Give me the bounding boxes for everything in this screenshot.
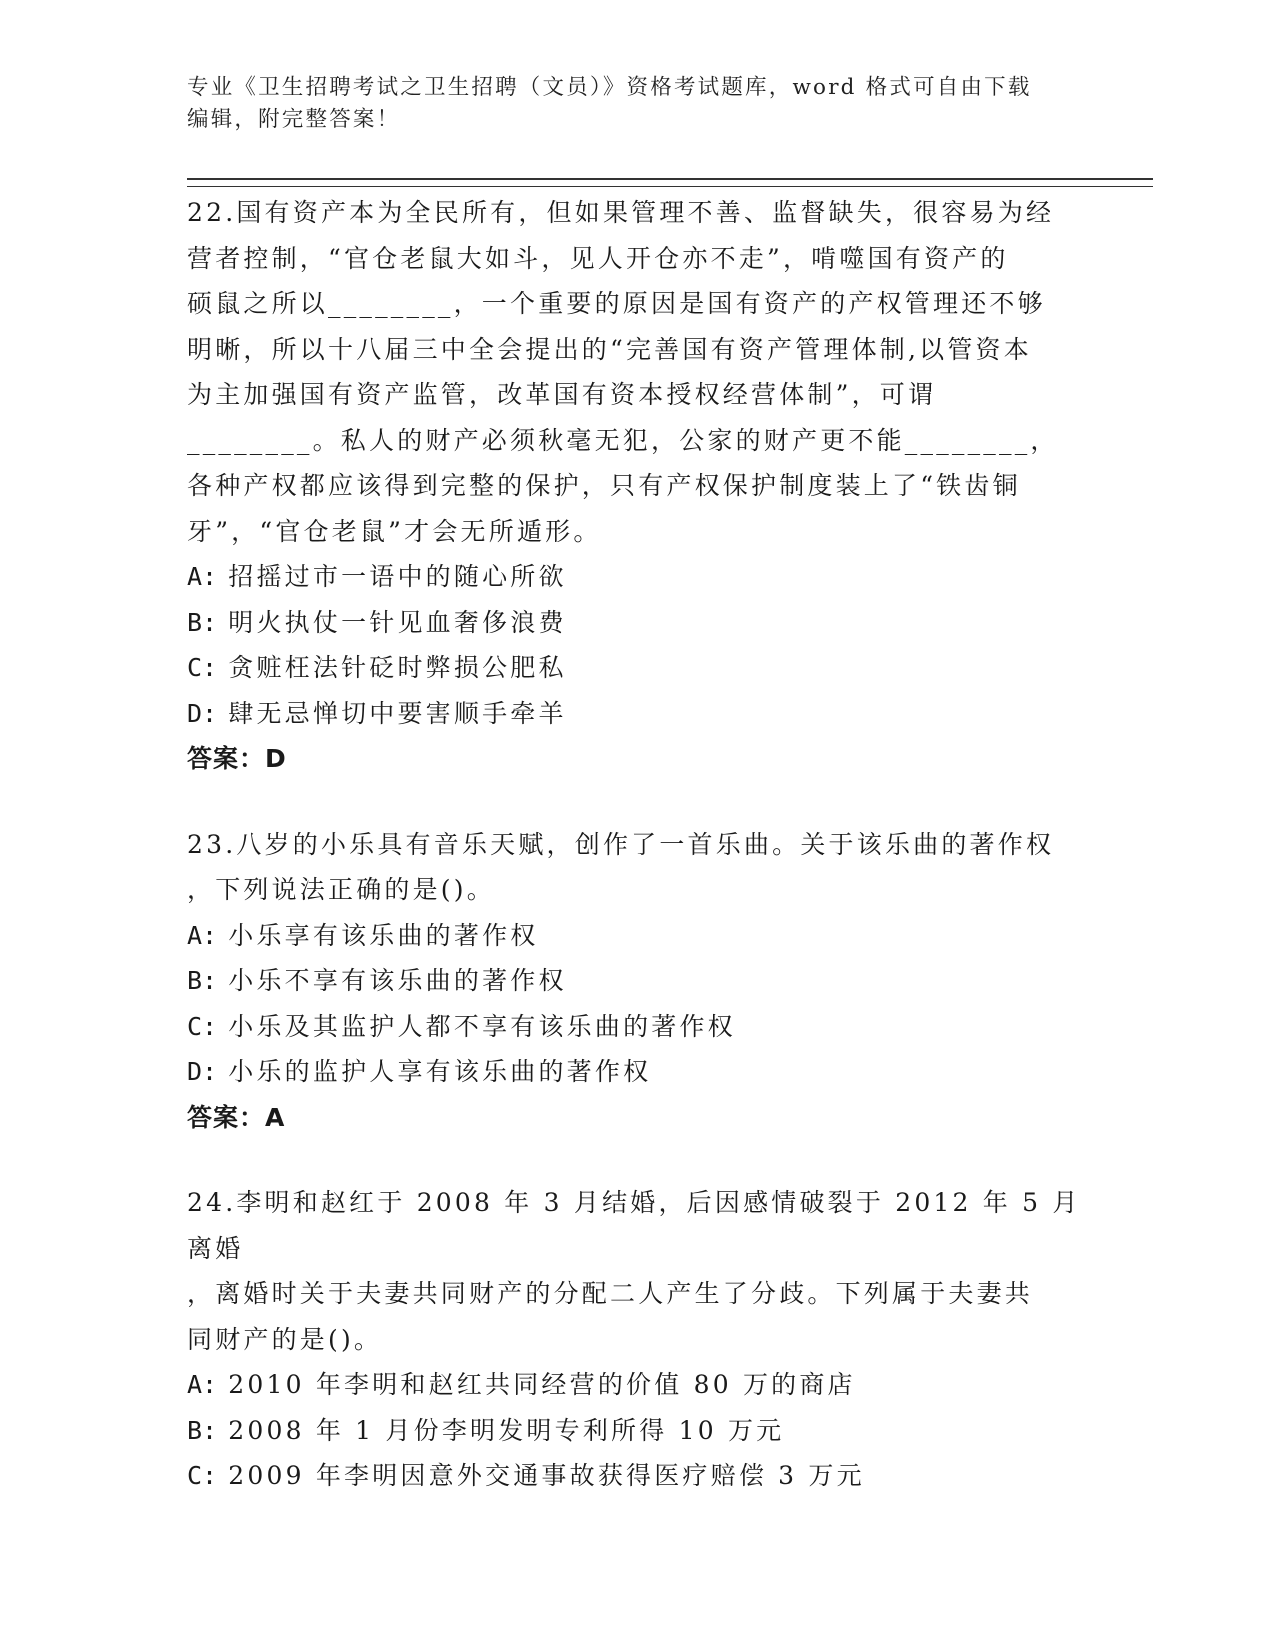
question-text: 营者控制，“官仓老鼠大如斗，见人开仓亦不走”，啃噬国有资产的 [187, 243, 1009, 273]
question-24 [187, 1180, 1087, 1499]
option-a: A: 2010 年李明和赵红共同经营的价值 80 万的商店 [187, 1370, 856, 1399]
document-header [187, 72, 1077, 136]
answer-label: 答案：D [187, 744, 287, 773]
question-text: 24.李明和赵红于 2008 年 3 月结婚，后因感情破裂于 2012 年 5 月离婚 [187, 1188, 1081, 1263]
option-c: C: 2009 年李明因意外交通事故获得医疗赔偿 3 万元 [187, 1461, 865, 1490]
option-c: C: 贪赃枉法针砭时弊损公肥私 [187, 653, 567, 682]
question-text: 为主加强国有资产监管，改革国有资本授权经营体制”，可谓 [187, 380, 937, 409]
option-c: C: 小乐及其监护人都不享有该乐曲的著作权 [187, 1011, 736, 1041]
question-text: 各种产权都应该得到完整的保护，只有产权保护制度装上了“铁齿铜 [187, 471, 1021, 500]
question-text: 同财产的是()。 [187, 1324, 383, 1354]
question-text: ________。私人的财产必须秋毫无犯，公家的财产更不能________， [187, 425, 1059, 455]
option-b: B: 2008 年 1 月份李明发明专利所得 10 万元 [187, 1415, 785, 1445]
option-b: B: 明火执仗一针见血奢侈浪费 [187, 607, 567, 637]
option-b: B: 小乐不享有该乐曲的著作权 [187, 966, 567, 995]
question-text: 牙”，“官仓老鼠”才会无所遁形。 [187, 516, 602, 546]
answer-label: 答案：A [187, 1102, 286, 1132]
header-divider [187, 178, 1153, 187]
question-text: 22.国有资产本为全民所有，但如果管理不善、监督缺失，很容易为经 [187, 198, 1055, 227]
question-text: ，下列说法正确的是()。 [187, 875, 495, 904]
question-text: ，离婚时关于夫妻共同财产的分配二人产生了分歧。下列属于夫妻共 [187, 1279, 1034, 1308]
question-text: 硕鼠之所以________，一个重要的原因是国有资产的产权管理还不够 [187, 289, 1046, 318]
header-line-2: 编辑，附完整答案！ [187, 107, 401, 132]
question-23 [187, 822, 1087, 1141]
option-d: D: 小乐的监护人享有该乐曲的著作权 [187, 1057, 652, 1086]
question-text: 明晰，所以十八届三中全会提出的“完善国有资产管理体制,以管资本 [187, 334, 1032, 364]
question-list [187, 190, 1087, 1539]
option-a: A: 招摇过市一语中的随心所欲 [187, 562, 567, 591]
option-d: D: 肆无忌惮切中要害顺手牵羊 [187, 698, 567, 728]
question-text: 23.八岁的小乐具有音乐天赋，创作了一首乐曲。关于该乐曲的著作权 [187, 829, 1055, 859]
header-line-1: 专业《卫生招聘考试之卫生招聘（文员）》资格考试题库，word 格式可自由下载 [187, 75, 1032, 100]
option-a: A: 小乐享有该乐曲的著作权 [187, 920, 539, 950]
question-22 [187, 190, 1087, 782]
